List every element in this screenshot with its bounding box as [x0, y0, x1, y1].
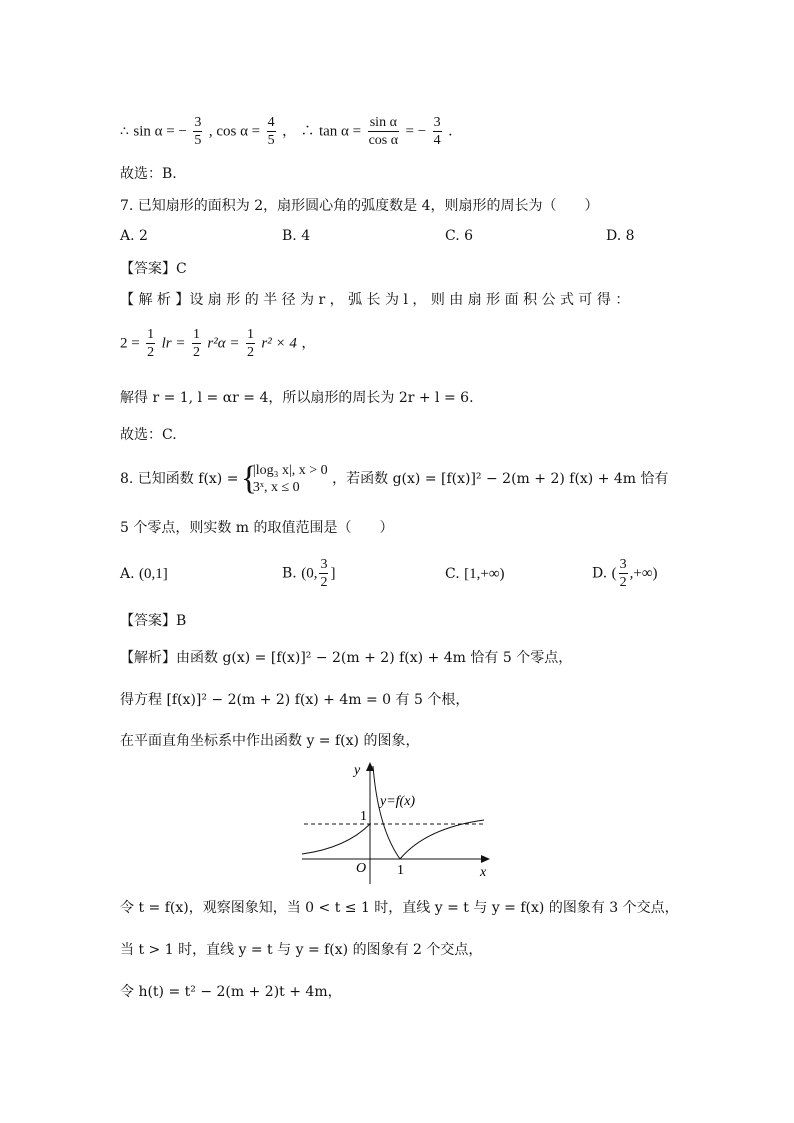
q8-option-d: D. ( $\frac{3}{2}$ ,+∞)	[592, 557, 658, 590]
comma: ，	[301, 335, 316, 352]
curve-left	[302, 824, 370, 854]
fraction-3-4: $\frac{3}{4}$	[433, 115, 441, 148]
choose-b-line: 故选：B.	[120, 166, 177, 182]
q8-analysis-5: 当 t > 1 时，直线 y = t 与 y = f(x) 的图象有 2 个交点，	[120, 942, 483, 958]
formula-part: r² × 4	[261, 335, 297, 352]
x-label: x	[480, 865, 487, 880]
function-graph	[296, 758, 496, 888]
one-y-label: 1	[360, 809, 367, 824]
formula-part: lr =	[161, 335, 186, 352]
therefore-symbol-2: ∴	[300, 123, 315, 140]
y-label: y	[354, 763, 361, 778]
q7-analysis: 【 解 析 】设 扇 形 的 半 径 为 r ， 弧 长 为 l ， 则 由 扇 形 面 积 公 式 可 得 ：	[120, 292, 630, 308]
fraction-half: $\frac{1}{2}$	[192, 327, 200, 360]
q8-stem-post: ，若函数 g(x) = [f(x)]² − 2(m + 2) f(x) + 4m 恰有	[332, 471, 669, 487]
q7-answer: 【答案】C	[120, 261, 187, 277]
q7-solve: 解得 r = 1, l = αr = 4，所以扇形的周长为 2r + l = 6.	[120, 390, 474, 406]
fraction-3-5: $\frac{3}{5}$	[194, 115, 202, 148]
q7-option-b: B. 4	[282, 228, 311, 244]
equals-neg: = −	[405, 123, 427, 140]
therefore-symbol: ∴	[120, 123, 129, 140]
q7-option-a: A. 2	[120, 228, 148, 244]
cos-expr: , cos α =	[208, 123, 261, 140]
piecewise-cases: { |log₃ x|, x > 0 3ˣ, x ≤ 0	[243, 462, 328, 496]
fraction-half: $\frac{1}{2}$	[246, 327, 254, 360]
origin-label: O	[356, 861, 367, 876]
q8-analysis-4: 令 t = f(x)，观察图象知，当 0 < t ≤ 1 时，直线 y = t 与 y = f(x) 的图象有 3 个交点，	[120, 900, 679, 916]
q7-choose: 故选：C.	[120, 427, 177, 443]
q8-stem	[120, 462, 669, 496]
curve-descend	[373, 766, 400, 859]
separator: ，	[282, 123, 297, 140]
q8-option-a: A. (0,1]	[120, 566, 168, 582]
q8-analysis-3: 在平面直角坐标系中作出函数 y = f(x) 的图象，	[120, 733, 420, 749]
q7-formula	[120, 326, 315, 361]
q7-stem: 7. 已知扇形的面积为 2，扇形圆心角的弧度数是 4，则扇形的周长为（ ）	[120, 198, 599, 214]
q7-option-c: C. 6	[445, 228, 474, 244]
q8-analysis-1: 【解析】由函数 g(x) = [f(x)]² − 2(m + 2) f(x) + 4m 恰有 5 个零点，	[120, 650, 573, 666]
q8-analysis-2: 得方程 [f(x)]² − 2(m + 2) f(x) + 4m = 0 有 5 个根，	[120, 692, 470, 708]
fraction-sin-cos: $\frac{\text{sin α}}{\text{cos α}}$	[368, 115, 399, 148]
fraction-half: $\frac{1}{2}$	[147, 327, 155, 360]
tan-expr: tan α =	[318, 123, 362, 140]
q7-option-d: D. 8	[606, 228, 635, 244]
q8-stem-pre: 8. 已知函数 f(x) =	[120, 471, 239, 487]
trig-values-line	[120, 114, 453, 149]
fraction-4-5: $\frac{4}{5}$	[267, 115, 275, 148]
period: .	[448, 123, 453, 140]
formula-part: 2 =	[120, 335, 140, 352]
q8-analysis-6: 令 h(t) = t² − 2(m + 2)t + 4m，	[120, 984, 342, 1000]
q8-option-b: B. (0, $\frac{3}{2}$ ]	[282, 557, 336, 590]
one-x-label: 1	[397, 863, 404, 878]
x-axis-arrow	[481, 855, 490, 863]
curve-ascend	[400, 820, 484, 859]
sin-expr: sin α = −	[133, 123, 187, 140]
q8-answer: 【答案】B	[120, 613, 187, 629]
q8-stem-2: 5 个零点，则实数 m 的取值范围是（ ）	[120, 520, 394, 536]
curve-label: y=f(x)	[380, 794, 416, 809]
formula-part: r²α =	[207, 335, 240, 352]
q8-option-c: C. [1,+∞)	[445, 566, 505, 582]
